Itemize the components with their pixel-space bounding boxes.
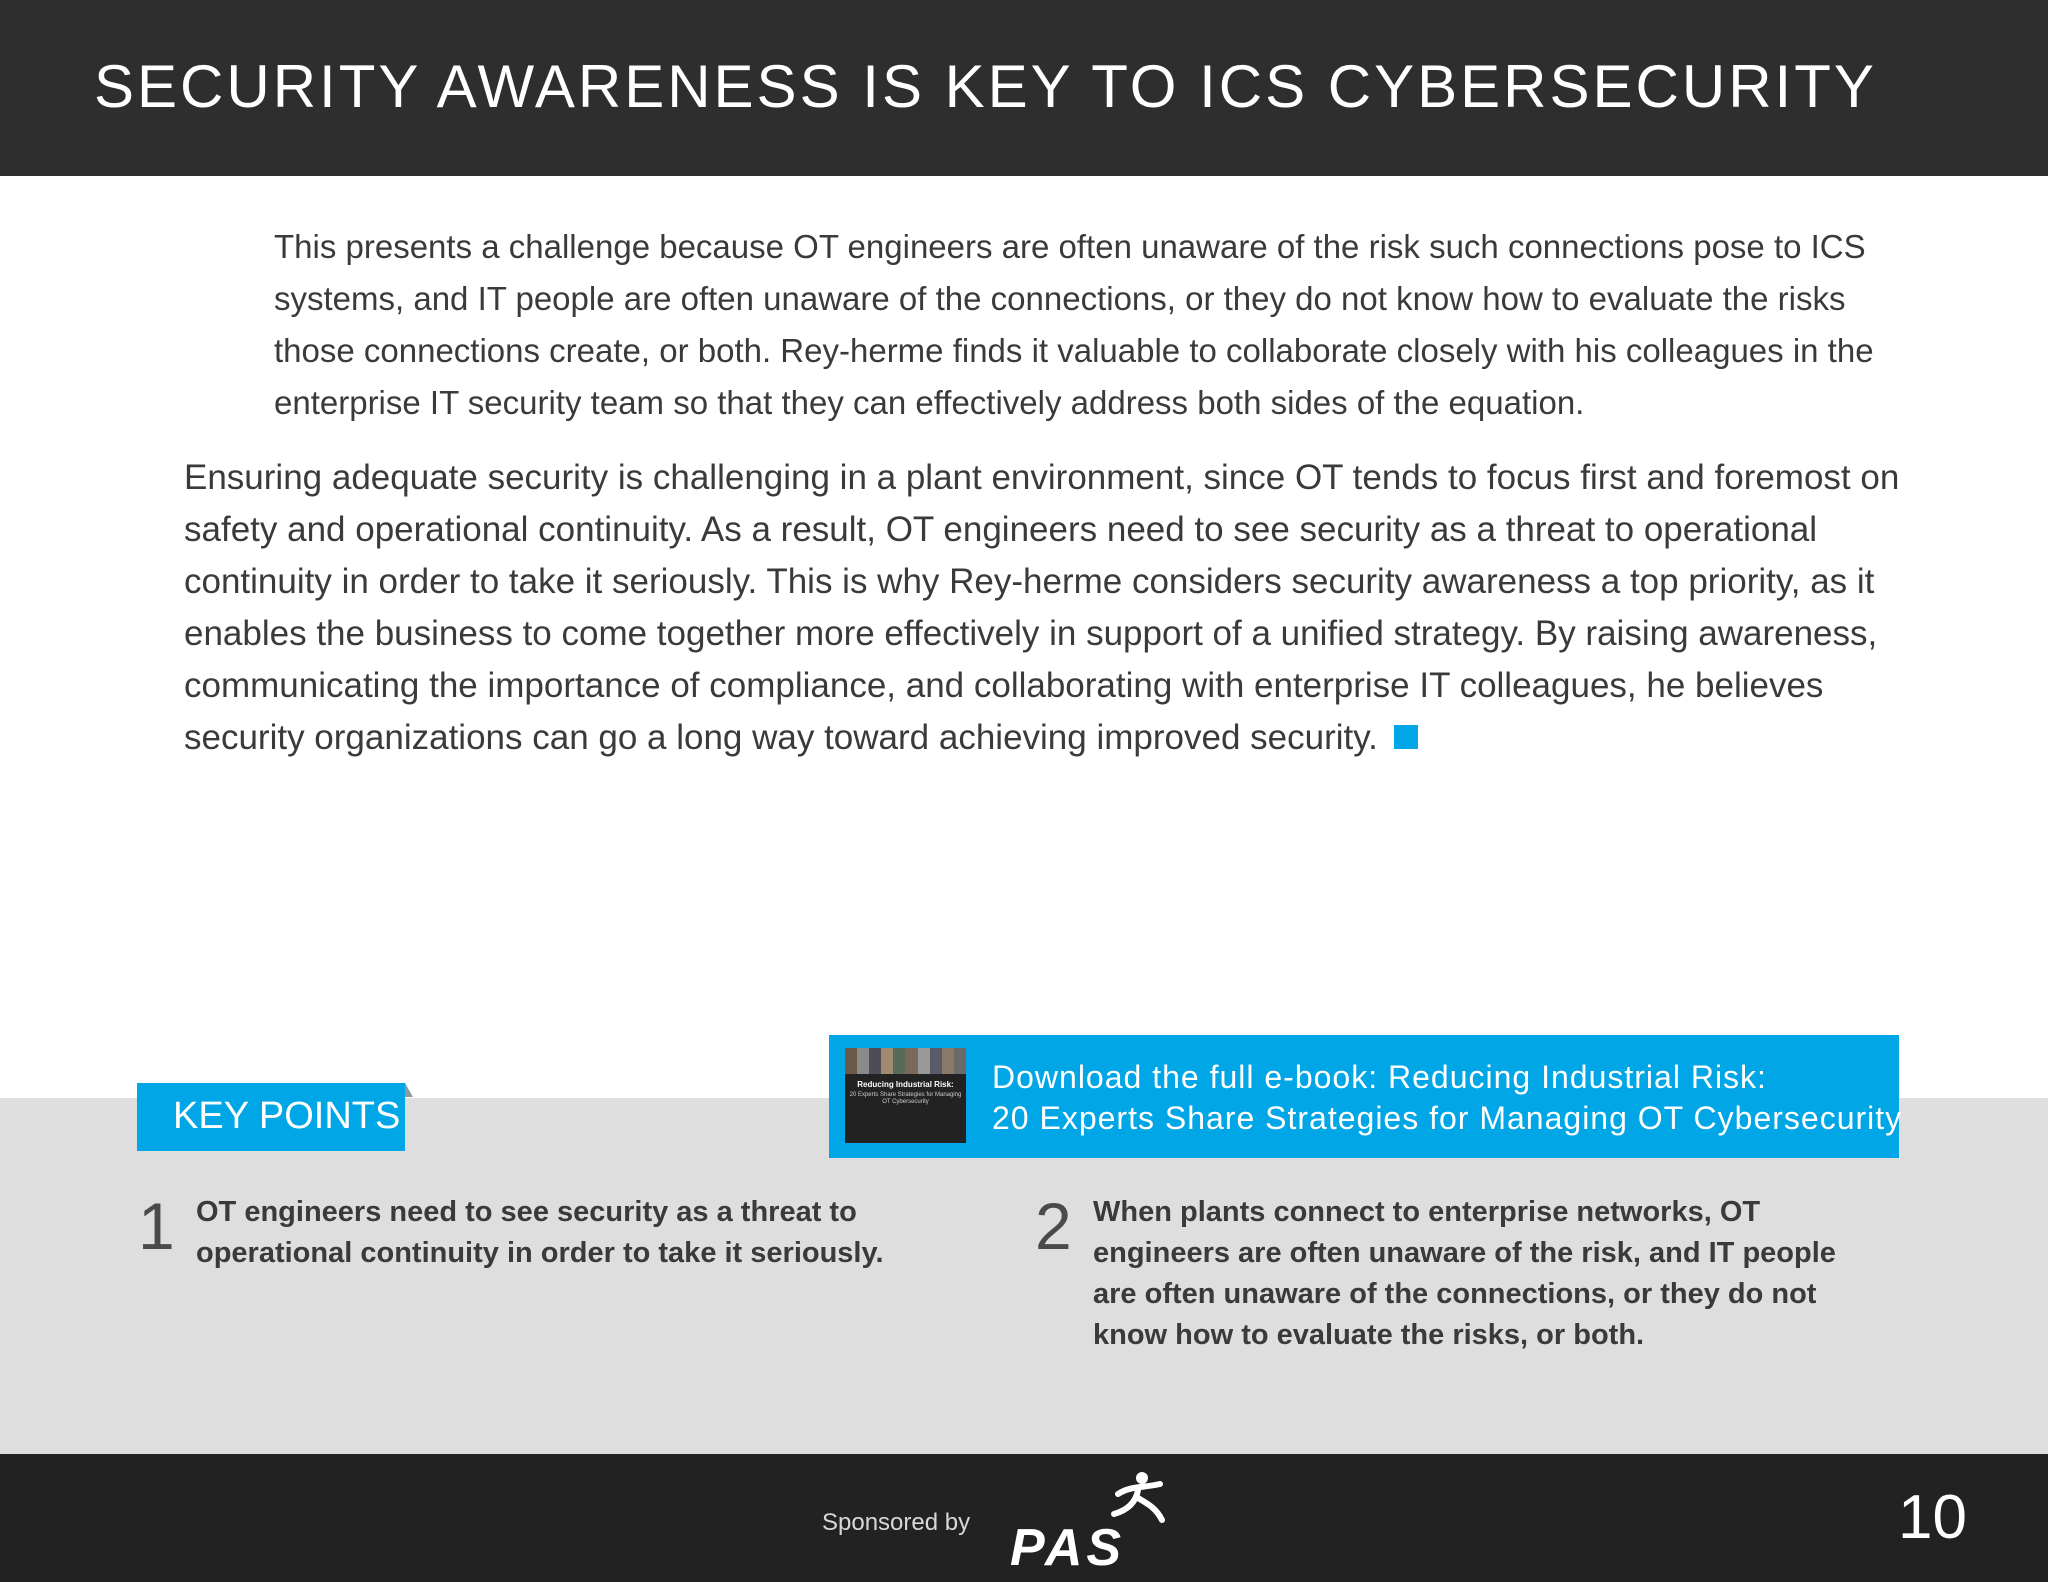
key-point-number-2: 2 — [1035, 1189, 1072, 1263]
key-point-number-1: 1 — [138, 1189, 175, 1263]
page-number: 10 — [1898, 1483, 1967, 1552]
cover-title: Reducing Industrial Risk: — [857, 1080, 954, 1089]
page-title: SECURITY AWARENESS IS KEY TO ICS CYBERSECURITY — [94, 53, 1877, 120]
ebook-download-text[interactable] — [992, 1057, 1902, 1139]
sponsored-by-label: Sponsored by — [822, 1509, 971, 1536]
ebook-cover-thumbnail — [845, 1048, 966, 1143]
pas-logo-text: PAS — [1010, 1519, 1126, 1577]
ebook-download-banner[interactable] — [829, 1035, 1903, 1158]
key-point-text-1: OT engineers need to see security as a threat to operational continuity in order to take it seriously. — [196, 1196, 884, 1269]
ebook-line-2: 20 Experts Share Strategies for Managing OT Cybersecurity — [992, 1100, 1903, 1136]
body-paragraph — [184, 452, 1904, 764]
cover-photo-strip — [845, 1048, 966, 1074]
page-header — [0, 0, 2048, 176]
quote-paragraph: This presents a challenge because OT engineers are often unaware of the risk such connections pose to ICS systems, and IT people are often unaware of the connections, or they do not know how to evaluate the risks those connections create, or both. Rey-herme finds it valuable to collaborate closely with his colleagues in the enterprise IT security team so that they can effectively address both sides of the equation. — [274, 228, 1874, 421]
key-points-label: KEY POINTS — [173, 1095, 401, 1137]
key-points-tab — [137, 1083, 405, 1151]
end-of-article-marker — [1394, 725, 1418, 749]
pas-logo — [1010, 1468, 1180, 1577]
body-paragraph-text: Ensuring adequate security is challenging in a plant environment, since OT tends to focus first and foremost on safety and operational continuity. As a result, OT engineers need to see security as a threat to operational continuity in order to take it seriously. This is why Rey-herme considers security awareness a top priority, as it enables the business to come together more effectively in support of a unified strategy. By raising awareness, communicating the importance of compliance, and collaborating with enterprise IT colleagues, he believes security organizations can go a long way toward achieving improved security. — [184, 458, 1900, 757]
key-points-tab-fold — [405, 1083, 413, 1097]
page-footer — [0, 1454, 2048, 1582]
ebook-line-1: Download the full e-book: Reducing Industrial Risk: — [992, 1059, 1767, 1095]
key-point-text-2: When plants connect to enterprise networks, OT engineers are often unaware of the risk, and IT people are often unaware of the connections, or they do not know how to evaluate the risks, or both. — [1093, 1196, 1836, 1351]
cover-subtitle: 20 Experts Share Strategies for Managing OT Cybersecurity — [849, 1092, 962, 1105]
